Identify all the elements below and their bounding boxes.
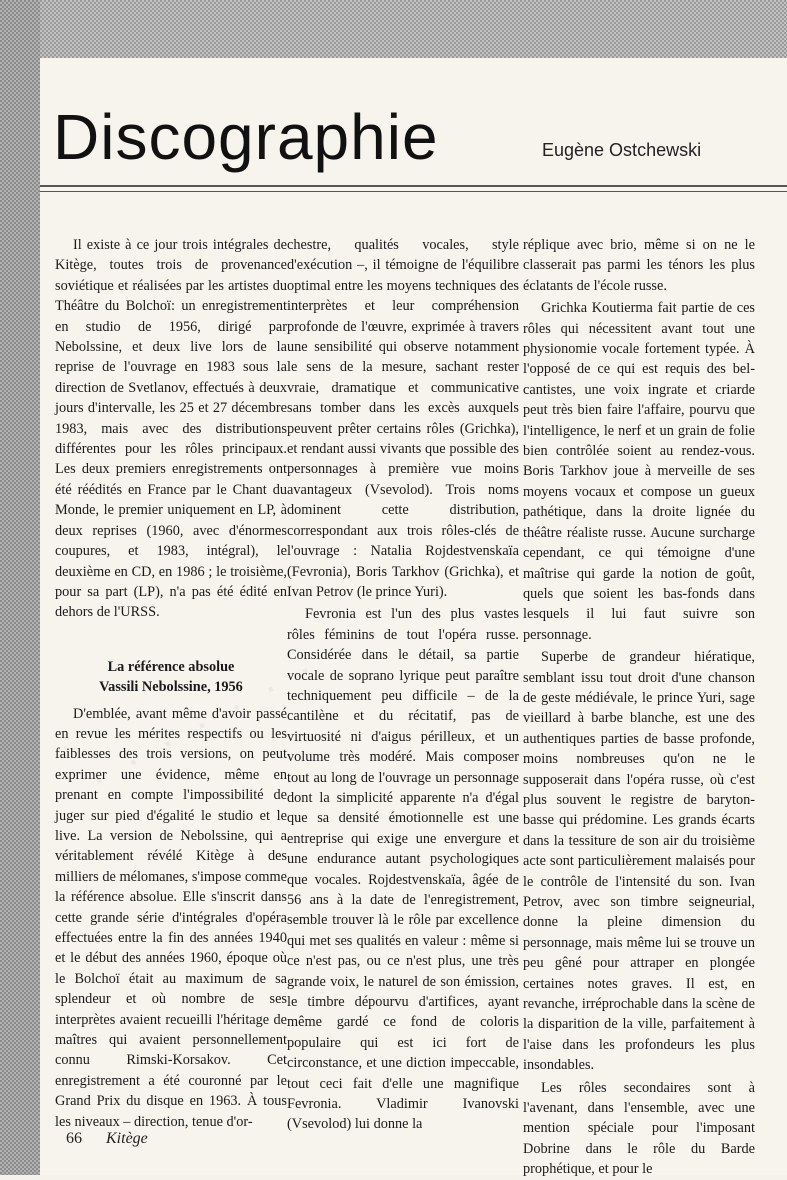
publication-name: Kitège bbox=[106, 1130, 148, 1147]
text-column-3 bbox=[523, 235, 755, 1180]
paragraph-nebolssine: D'emblée, avant même d'avoir passé en revue les mérites respectifs ou les faiblesses des trois versions, on peut exprimer une évidence, même en prenant en compte l'impossibilité de juger sur pied d'égalité le studio et le live. La version de Nebolssine, qui a véritablement révélé Kitège à des milliers de mélomanes, s'impose comme la référence absolue. Elle s'inscrit dans cette grande série d'intégrales d'opéra effectuées entre la fin des années 1940 et le début des années 1960, époque où le Bolchoï était au maximum de sa splendeur et où nombre de ses interprètes avaient recueilli l'héritage de maîtres qui avaient personnellement connu Rimski-Korsakov. Cet enregistrement a été couronné par le Grand Prix du disque en 1963. À tous les niveaux – direction, tenue d'or- bbox=[55, 705, 287, 1130]
author-name: Eugène Ostchewski bbox=[542, 140, 702, 160]
paragraph-fevronia: Fevronia est l'un des plus vastes rôles féminins de tout l'opéra russe. Considérée dans le détail, sa partie vocale de soprano lyrique peut paraître techniquement peu difficile – de la cantilène et du récitatif, pas de virtuosité ni d'aigus périlleux, et un volume très modéré. Mais composer tout au long de l'ouvrage un personnage dont la simplicité apparente n'a d'égal que sa densité émotionnelle est une entreprise qui exige une envergure et une endurance autant psychologiques que vocales. Rojdestvenskaïa, âgée de 56 ans à la date de l'enregistrement, semble trouver là le rôle par excellence qui met ses qualités en valeur : même si ce n'est pas, ou ce n'est plus, une très grande voix, le naturel de son émission, le timbre dépourvu d'artifices, ayant même gardé ce fond de coloris populaire qui est ici fort de circonstance, et une diction impeccable, tout ceci fait d'elle une magnifique Fevronia. Vladimir Ivanovski (Vsevolod) lui donne la bbox=[287, 606, 519, 1133]
paragraph-grichka: Grichka Koutierma fait partie de ces rôles qui nécessitent avant tout une physionomie vocale fortement typée. À l'opposé de ce qui est requis des bel-cantistes, une voix ingrate et criarde peut très bien faire l'affaire, pourvu que l'intelligence, le nerf et un grain de folie bien contrôlée soient au rendez-vous. Boris Tarkhov joue à merveille de ses moyens vocaux et compose un gueux pathétique, dans la droite lignée du théâtre réaliste russe. Aucune surcharge cependant, ce qui témoigne d'une maîtrise qui garde la notion de goût, quels que soient les bas-fonds dans lesquels il lui faut suivre son personnage. bbox=[523, 300, 755, 643]
page-title: Discographie bbox=[53, 101, 439, 173]
paragraph-continued: chestre, qualités vocales, style d'exécution –, il témoigne de l'équilibre optimal entre les moyens techniques des interprètes et leur compréhension profonde de l'œuvre, exprimée à travers une sensibilité qui observe notamment le sens de la mesure, sachant rester vraie, dramatique et communicative sans tomber dans les excès auxquels peuvent prêter certains rôles (Grichka), et rendant aussi vivants que possible des personnages à première vue moins avantageux (Vsevolod). Trois noms dominent cette distribution, correspondant aux trois rôles-clés de l'ouvrage : Natalia Rojdestvenskaïa (Fevronia), Boris Tarkhov (Grichka), et Ivan Petrov (le prince Yuri). bbox=[287, 237, 519, 600]
page-number: 66 bbox=[66, 1130, 82, 1147]
page-footer bbox=[66, 1130, 148, 1148]
top-halftone-band bbox=[0, 0, 787, 58]
left-halftone-band bbox=[0, 0, 40, 1175]
header-rule-top bbox=[40, 185, 787, 187]
text-column-1 bbox=[55, 235, 287, 1132]
paragraph-yuri: Superbe de grandeur hiératique, semblant issu tout droit d'une chanson de geste médiévale, le prince Yuri, sage vieillard à barbe blanche, est une des authentiques parties de basse profonde, moins nombreuses qu'on ne le supposerait dans l'opéra russe, où c'est plus souvent le registre de baryton-basse qui prédomine. Les grands écarts dans la tessiture de son air du troisième acte sont particulièrement malaisés pour le contrôle de l'intensité du son. Ivan Petrov, avec son timbre seigneurial, donne la pleine dimension du personnage, mais même lui se trouve un peu gêné pour attraper en plongée certaines notes graves. Il est, en revanche, irréprochable dans la scène de la disparition de la ville, parfaitement à l'aise dans les profondeurs les plus insondables. bbox=[523, 649, 755, 1074]
paragraph-continued-2: réplique avec brio, même si on ne le classerait pas parmi les ténors les plus éclatants de l'école russe. bbox=[523, 237, 755, 294]
section-heading-line2: Vassili Nebolssine, 1956 bbox=[99, 679, 243, 696]
section-heading bbox=[55, 657, 287, 698]
section-heading-line1: La référence absolue bbox=[107, 658, 235, 675]
header-rule-bottom bbox=[40, 191, 787, 192]
paragraph-intro: Il existe à ce jour trois intégrales de Kitège, toutes trois de provenance soviétique et réalisées par les artistes du Théâtre du Bolchoï: un enregistrement en studio de 1956, dirigé par Nebolssine, et deux live lors de la reprise de l'ouvrage en 1983 sous la direction de Svetlanov, effectués à deux jours d'intervalle, les 25 et 27 décembre 1983, mais avec des distributions différentes pour les rôles principaux. Les deux premiers enregistrements ont été réédités en France par le Chant du Monde, le premier uniquement en LP, à deux reprises (1960, avec d'énormes coupures, et 1983, intégral), le deuxième en CD, en 1986 ; le troisième, pour sa part (LP), n'a pas été édité en dehors de l'URSS. bbox=[55, 237, 287, 621]
text-column-2 bbox=[287, 235, 519, 1135]
paragraph-secondary-roles: Les rôles secondaires sont à l'avenant, dans l'ensemble, avec une mention spéciale pour l'imposant Dobrine dans le rôle du Barde prophétique, et pour le bbox=[523, 1079, 755, 1178]
